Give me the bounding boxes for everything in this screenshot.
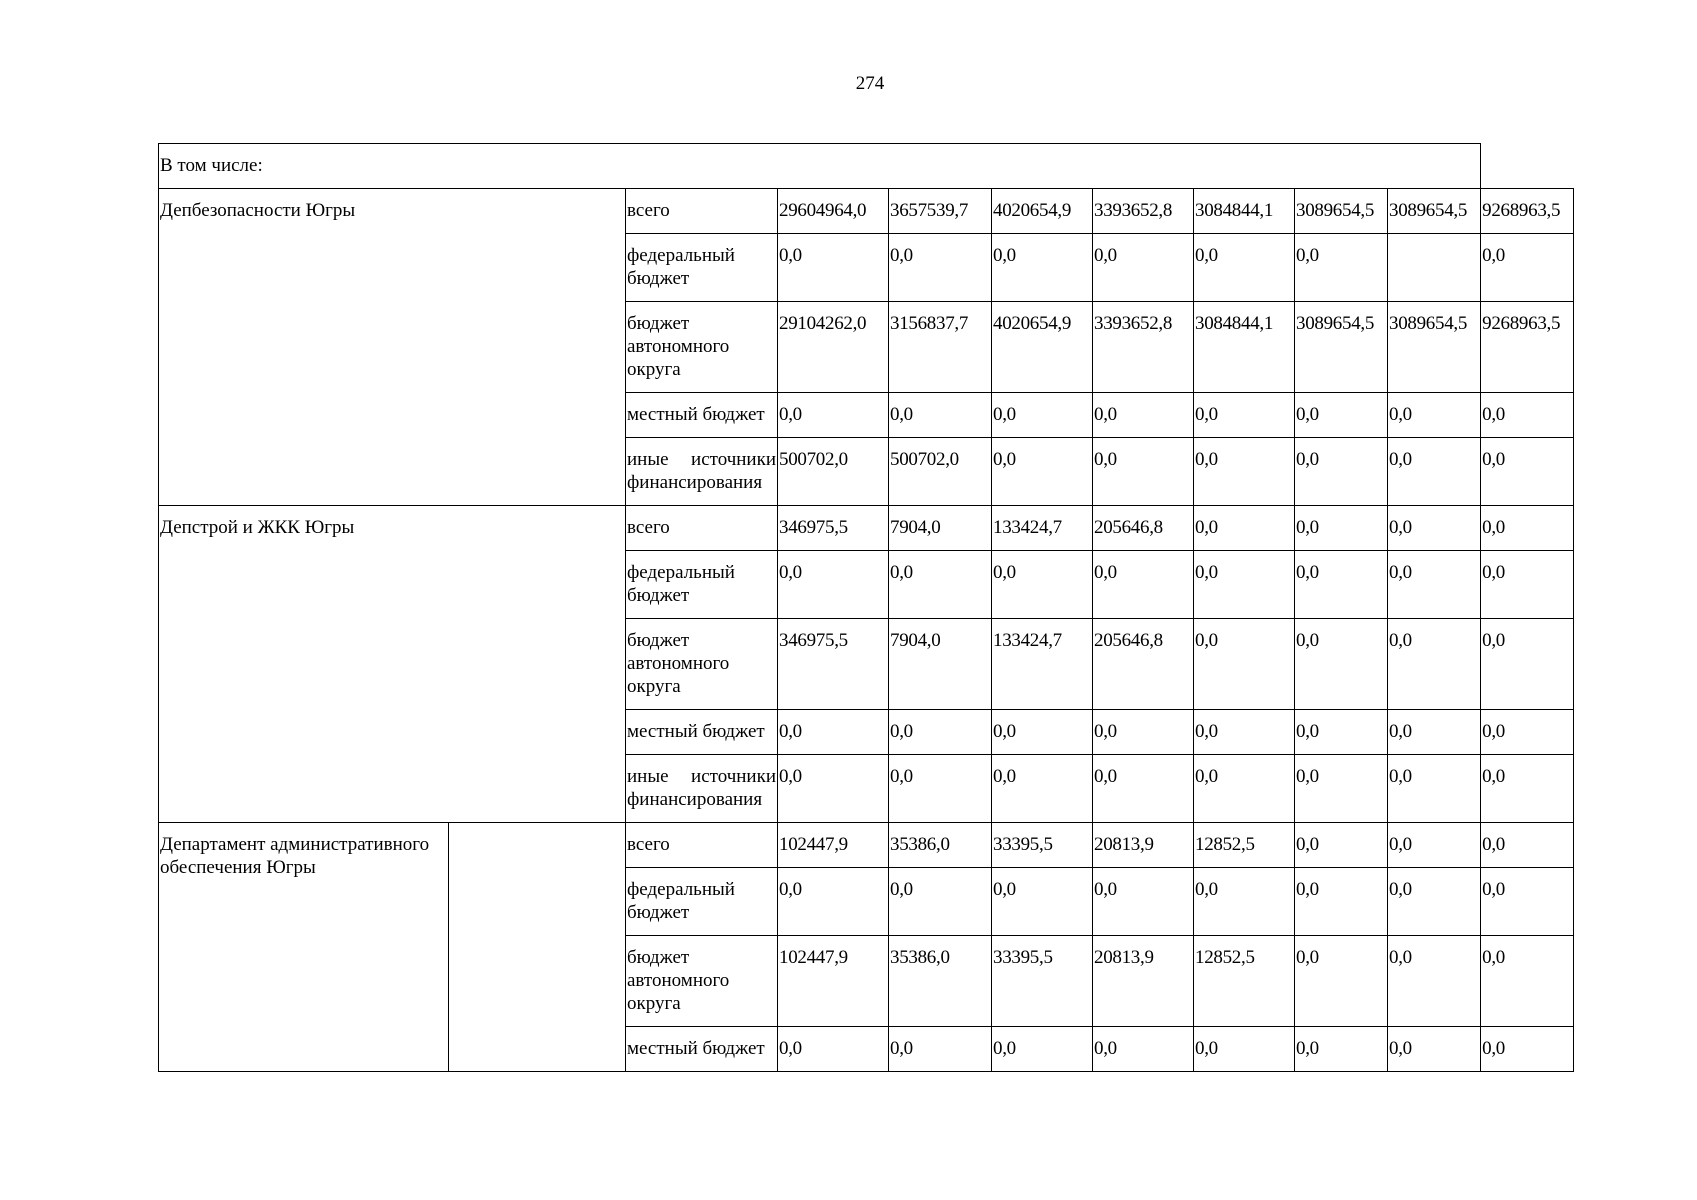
value-cell: 0,0	[1093, 438, 1194, 506]
value-cell: 0,0	[1481, 506, 1574, 551]
value-cell: 3156837,7	[889, 302, 992, 393]
value-cell: 0,0	[1481, 710, 1574, 755]
table-header-label: В том числе:	[159, 144, 1481, 189]
table-body	[159, 144, 1574, 1072]
value-cell: 0,0	[889, 551, 992, 619]
value-cell: 500702,0	[889, 438, 992, 506]
value-cell: 0,0	[889, 393, 992, 438]
value-cell: 0,0	[1388, 551, 1481, 619]
value-cell: 0,0	[992, 868, 1093, 936]
value-cell: 0,0	[1093, 710, 1194, 755]
value-cell: 0,0	[1481, 393, 1574, 438]
value-cell: 0,0	[1194, 506, 1295, 551]
value-cell: 0,0	[1093, 234, 1194, 302]
value-cell: 0,0	[1388, 936, 1481, 1027]
value-cell	[1388, 234, 1481, 302]
value-cell: 0,0	[1093, 1027, 1194, 1072]
value-cell: 133424,7	[992, 506, 1093, 551]
value-cell: 0,0	[1093, 868, 1194, 936]
value-cell: 0,0	[1295, 868, 1388, 936]
value-cell: 7904,0	[889, 506, 992, 551]
value-cell: 0,0	[778, 234, 889, 302]
value-cell: 205646,8	[1093, 619, 1194, 710]
value-cell: 0,0	[992, 710, 1093, 755]
value-cell: 33395,5	[992, 936, 1093, 1027]
value-cell: 12852,5	[1194, 823, 1295, 868]
value-cell: 0,0	[992, 755, 1093, 823]
value-cell: 0,0	[1295, 234, 1388, 302]
value-cell: 0,0	[1481, 755, 1574, 823]
value-cell: 0,0	[1388, 755, 1481, 823]
value-cell: 0,0	[992, 393, 1093, 438]
value-cell: 0,0	[1481, 438, 1574, 506]
entity-name: Депбезопасности Югры	[159, 189, 626, 506]
funding-source: местный бюджет	[626, 710, 778, 755]
value-cell: 0,0	[1093, 393, 1194, 438]
funding-source: всего	[626, 823, 778, 868]
funding-source: местный бюджет	[626, 1027, 778, 1072]
value-cell: 0,0	[1388, 619, 1481, 710]
value-cell: 0,0	[889, 868, 992, 936]
table-row	[159, 823, 1574, 868]
funding-source: федеральный бюджет	[626, 234, 778, 302]
value-cell: 35386,0	[889, 823, 992, 868]
value-cell: 33395,5	[992, 823, 1093, 868]
value-cell: 0,0	[1295, 823, 1388, 868]
header-row	[159, 144, 1574, 189]
value-cell: 0,0	[992, 234, 1093, 302]
value-cell: 3089654,5	[1295, 189, 1388, 234]
value-cell: 0,0	[1093, 755, 1194, 823]
funding-source: всего	[626, 506, 778, 551]
value-cell: 0,0	[1295, 551, 1388, 619]
value-cell: 9268963,5	[1481, 189, 1574, 234]
value-cell: 0,0	[1388, 438, 1481, 506]
value-cell: 0,0	[1194, 755, 1295, 823]
value-cell: 0,0	[889, 234, 992, 302]
value-cell: 0,0	[1388, 506, 1481, 551]
value-cell: 500702,0	[778, 438, 889, 506]
value-cell: 3657539,7	[889, 189, 992, 234]
value-cell: 0,0	[1194, 710, 1295, 755]
value-cell: 0,0	[1093, 551, 1194, 619]
value-cell: 29104262,0	[778, 302, 889, 393]
value-cell: 9268963,5	[1481, 302, 1574, 393]
value-cell: 205646,8	[1093, 506, 1194, 551]
value-cell: 20813,9	[1093, 823, 1194, 868]
value-cell: 0,0	[1194, 551, 1295, 619]
entity-name: Департамент административного обеспечения Югры	[159, 823, 449, 1072]
value-cell: 0,0	[1194, 234, 1295, 302]
value-cell: 0,0	[1194, 1027, 1295, 1072]
value-cell: 0,0	[1388, 710, 1481, 755]
value-cell: 29604964,0	[778, 189, 889, 234]
value-cell: 0,0	[1295, 1027, 1388, 1072]
value-cell: 102447,9	[778, 823, 889, 868]
value-cell: 0,0	[992, 1027, 1093, 1072]
value-cell: 0,0	[1194, 619, 1295, 710]
value-cell: 0,0	[992, 438, 1093, 506]
value-cell: 0,0	[1481, 619, 1574, 710]
value-cell: 0,0	[1481, 234, 1574, 302]
entity-name: Депстрой и ЖКК Югры	[159, 506, 626, 823]
value-cell: 12852,5	[1194, 936, 1295, 1027]
table-row	[159, 506, 1574, 551]
value-cell: 3084844,1	[1194, 302, 1295, 393]
value-cell: 0,0	[1194, 393, 1295, 438]
value-cell: 0,0	[778, 755, 889, 823]
value-cell: 0,0	[889, 1027, 992, 1072]
value-cell: 35386,0	[889, 936, 992, 1027]
value-cell: 0,0	[778, 868, 889, 936]
value-cell: 0,0	[1194, 438, 1295, 506]
value-cell: 0,0	[1295, 619, 1388, 710]
value-cell: 0,0	[1295, 755, 1388, 823]
funding-source: иные источники финансирования	[626, 755, 778, 823]
funding-source: бюджет автономного округа	[626, 302, 778, 393]
value-cell: 0,0	[889, 710, 992, 755]
value-cell: 3089654,5	[1388, 302, 1481, 393]
value-cell: 3084844,1	[1194, 189, 1295, 234]
value-cell: 0,0	[1295, 710, 1388, 755]
value-cell: 4020654,9	[992, 189, 1093, 234]
funding-source: всего	[626, 189, 778, 234]
value-cell: 7904,0	[889, 619, 992, 710]
funding-source: иные источники финансирования	[626, 438, 778, 506]
page-number: 274	[855, 73, 885, 94]
value-cell: 0,0	[1295, 438, 1388, 506]
funding-source: местный бюджет	[626, 393, 778, 438]
value-cell: 0,0	[1481, 823, 1574, 868]
value-cell: 0,0	[778, 393, 889, 438]
value-cell: 4020654,9	[992, 302, 1093, 393]
funding-source: бюджет автономного округа	[626, 619, 778, 710]
value-cell: 20813,9	[1093, 936, 1194, 1027]
value-cell: 0,0	[992, 551, 1093, 619]
financing-table	[158, 143, 1574, 1072]
value-cell: 0,0	[1481, 936, 1574, 1027]
value-cell: 0,0	[889, 755, 992, 823]
value-cell: 0,0	[1388, 868, 1481, 936]
value-cell: 0,0	[1481, 1027, 1574, 1072]
value-cell: 0,0	[778, 710, 889, 755]
value-cell: 0,0	[1388, 823, 1481, 868]
value-cell: 3393652,8	[1093, 302, 1194, 393]
value-cell: 0,0	[1481, 868, 1574, 936]
empty-cell	[449, 823, 626, 1072]
value-cell: 0,0	[778, 1027, 889, 1072]
value-cell: 0,0	[1295, 936, 1388, 1027]
value-cell: 3393652,8	[1093, 189, 1194, 234]
table-row	[159, 189, 1574, 234]
value-cell: 3089654,5	[1295, 302, 1388, 393]
funding-source: федеральный бюджет	[626, 868, 778, 936]
value-cell: 133424,7	[992, 619, 1093, 710]
value-cell: 3089654,5	[1388, 189, 1481, 234]
funding-source: бюджет автономного округа	[626, 936, 778, 1027]
value-cell: 0,0	[1481, 551, 1574, 619]
value-cell: 0,0	[778, 551, 889, 619]
value-cell: 0,0	[1194, 868, 1295, 936]
value-cell: 0,0	[1388, 393, 1481, 438]
value-cell: 0,0	[1388, 1027, 1481, 1072]
value-cell: 102447,9	[778, 936, 889, 1027]
value-cell: 346975,5	[778, 506, 889, 551]
value-cell: 0,0	[1295, 506, 1388, 551]
funding-source: федеральный бюджет	[626, 551, 778, 619]
value-cell: 0,0	[1295, 393, 1388, 438]
value-cell: 346975,5	[778, 619, 889, 710]
